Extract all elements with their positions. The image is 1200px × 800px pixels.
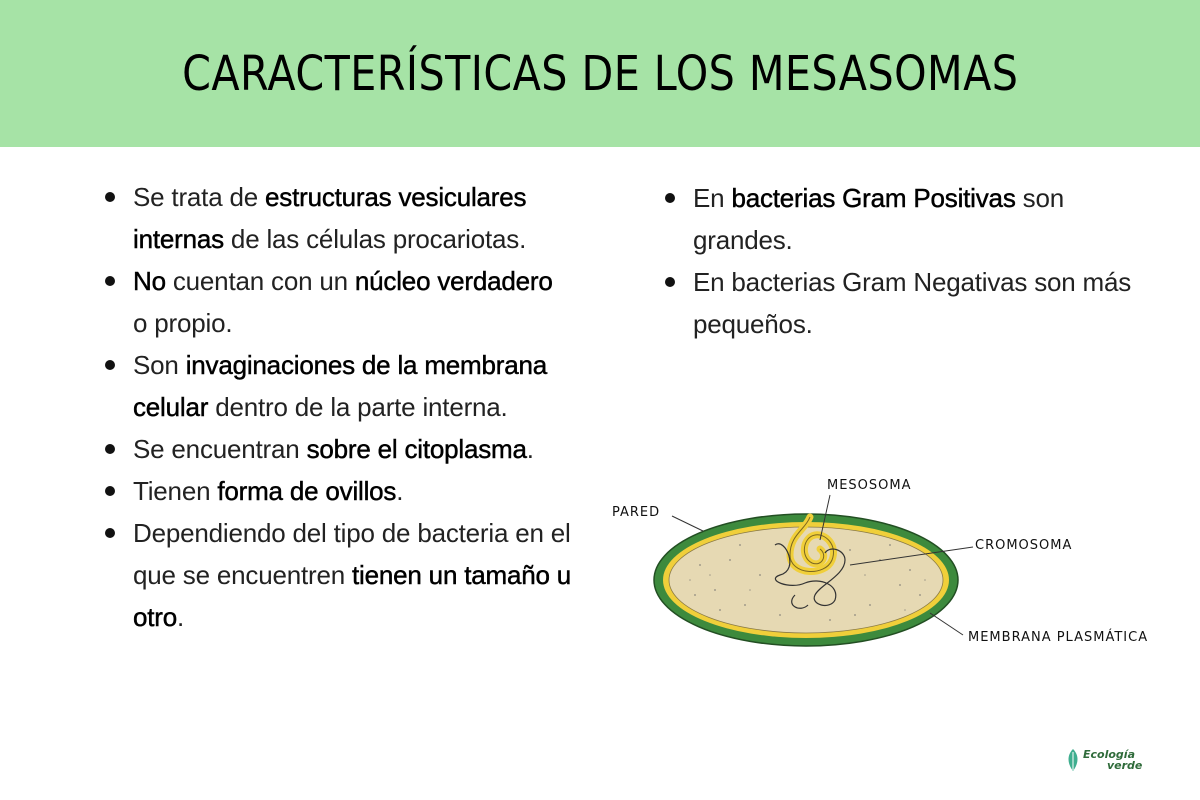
page-title: CARACTERÍSTICAS DE LOS MESASOMAS (181, 45, 1019, 102)
ecologia-verde-logo (1066, 748, 1142, 772)
list-item (663, 261, 1143, 345)
text: o propio. (133, 308, 233, 338)
list-item (103, 470, 573, 512)
logo-line-2: verde (1107, 759, 1143, 772)
bold-text: No (133, 266, 166, 296)
logo-line-1: Ecología (1083, 748, 1135, 761)
title-banner (0, 0, 1200, 147)
text: de las células procariotas. (223, 224, 527, 254)
text: . (177, 602, 185, 632)
list-item (103, 176, 573, 260)
text: Tienen (133, 476, 218, 506)
text: . (526, 434, 534, 464)
left-bullet-list (103, 176, 573, 638)
leaf-icon (1066, 748, 1080, 772)
text: Dependiendo del tipo de bacteria en el que se encuentren (133, 518, 571, 590)
text: Se trata de (133, 182, 266, 212)
list-item (663, 177, 1143, 261)
label-cromosoma: CROMOSOMA (975, 538, 1073, 553)
list-item (103, 428, 573, 470)
bold-text: estructuras vesiculares internas (133, 182, 527, 254)
text: dentro de la parte interna. (208, 392, 508, 422)
text: . (396, 476, 404, 506)
list-item (103, 344, 573, 428)
list-item (103, 512, 573, 638)
bold-text: invaginaciones de la membrana celular (133, 350, 547, 422)
label-pared: PARED (612, 505, 661, 520)
bacteria-diagram (600, 465, 1190, 675)
list-item (103, 260, 573, 344)
text: son grandes. (693, 183, 1064, 255)
label-membrana-plasmatica: MEMBRANA PLASMÁTICA (968, 630, 1149, 645)
text: Son (133, 350, 186, 380)
bold-text: tienen un tamaño u otro (133, 560, 572, 632)
bold-text: núcleo verdadero (354, 266, 553, 296)
text: En (693, 183, 732, 213)
bold-text: forma de ovillos (217, 476, 397, 506)
text: Se encuentran (133, 434, 307, 464)
right-bullet-list (663, 177, 1143, 345)
bold-text: sobre el citoplasma (306, 434, 527, 464)
bold-text: bacterias Gram Positivas (731, 183, 1016, 213)
label-mesosoma: MESOSOMA (827, 478, 912, 493)
text: En bacterias Gram Negativas son más pequeños. (693, 267, 1132, 339)
text: cuentan con un (165, 266, 355, 296)
